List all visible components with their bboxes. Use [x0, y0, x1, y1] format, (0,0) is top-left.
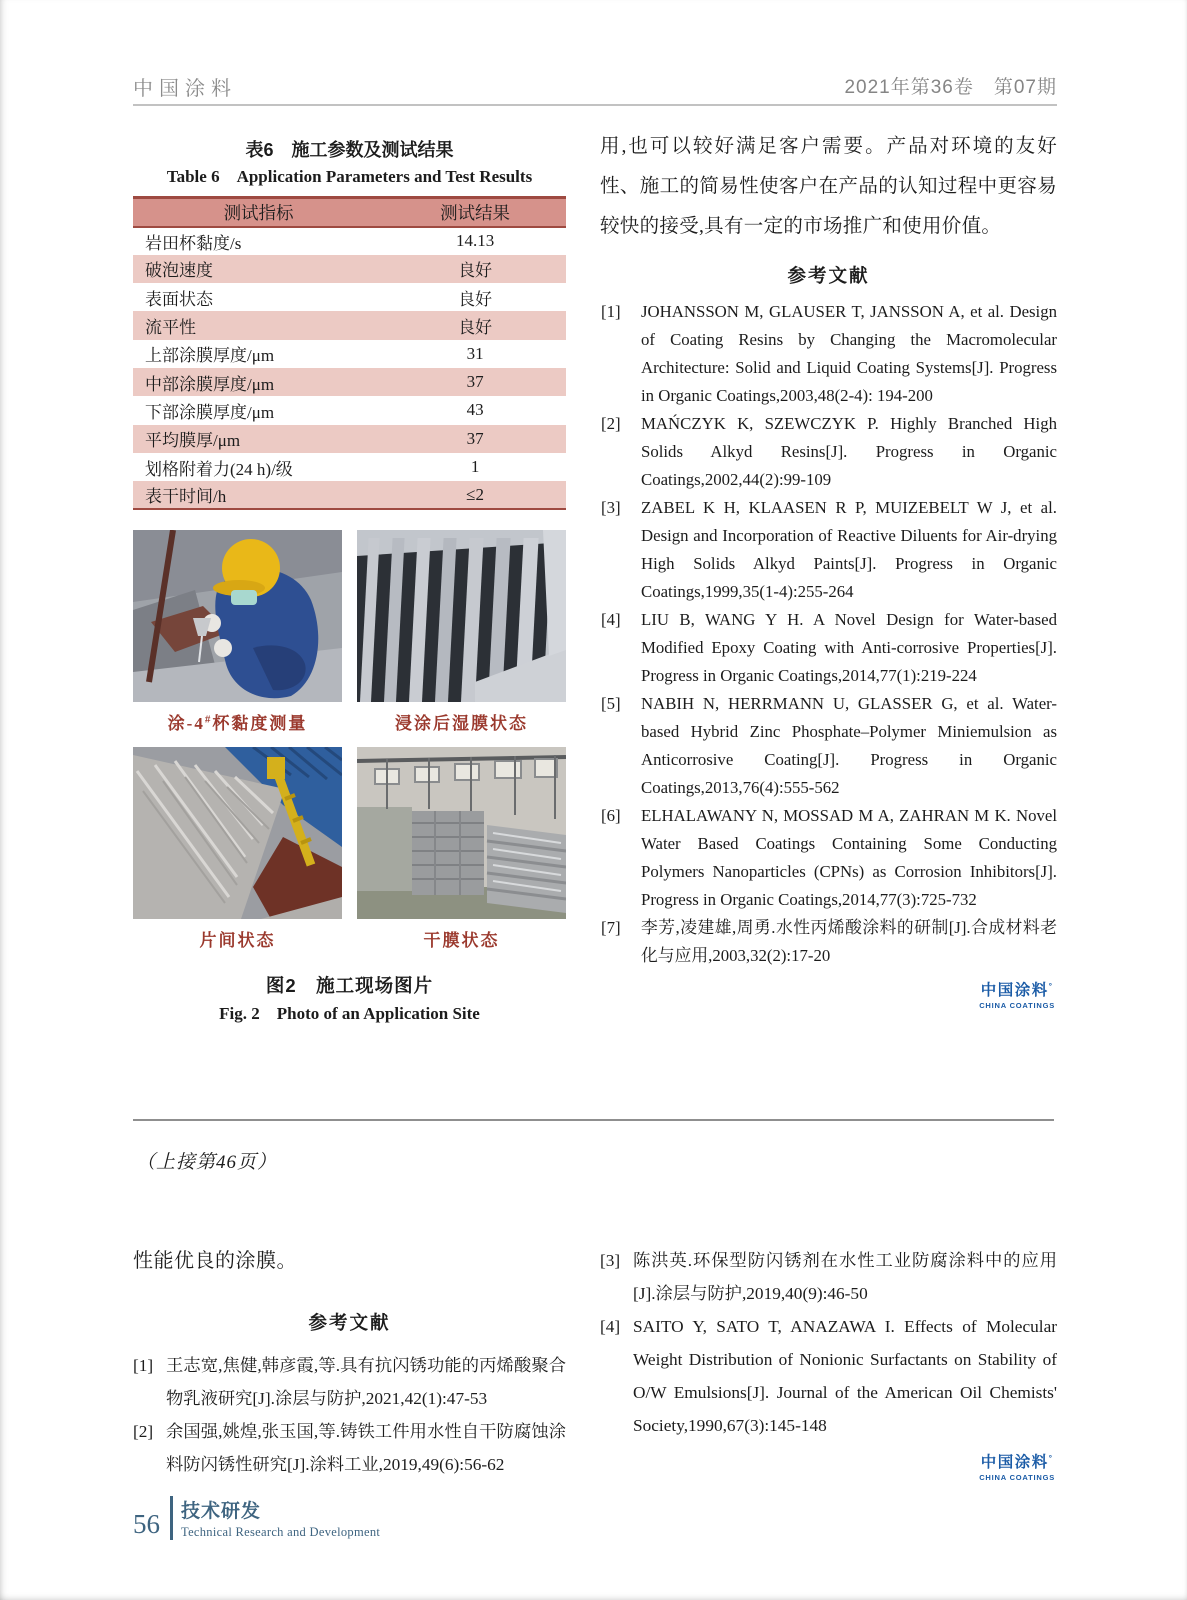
reference-number: [2] — [133, 1422, 154, 1441]
reference-item — [600, 494, 1057, 606]
continued-right-column — [600, 1236, 1057, 1482]
logo-en-text: CHINA COATINGS — [979, 1001, 1055, 1010]
reference-number: [6] — [601, 806, 621, 825]
continued-left-column — [133, 1244, 566, 1481]
photo-wet-film-after-dipping — [357, 530, 566, 747]
left-column — [133, 132, 566, 1024]
logo-mark: ° — [1048, 1453, 1054, 1463]
reference-number: [3] — [600, 1251, 621, 1270]
issue-info: 2021年第36卷 第07期 — [844, 77, 1057, 98]
result-cell: 37 — [384, 425, 566, 453]
china-coatings-logo — [979, 978, 1055, 1010]
reference-text: ZABEL K H, KLAASEN R P, MUIZEBELT W J, et al. Design and Incorporation of Reactive Diluents for Air-drying High Solids Alkyd Paints[J]. Progress in Organic Coatings,1999,35(1-4):255-264 — [641, 498, 1057, 601]
logo-en-text: CHINA COATINGS — [979, 1473, 1055, 1482]
body-paragraph: 用,也可以较好满足客户需要。产品对环境的友好性、施工的简易性使客户在产品的认知过程中更容易较快的接受,具有一定的市场推广和使用价值。 — [600, 136, 1057, 237]
reference-number: [1] — [601, 302, 621, 321]
photo-dry-film-image — [357, 747, 566, 919]
reference-number: [1] — [133, 1356, 154, 1375]
photo-viscosity-measurement — [133, 530, 342, 747]
photo-between-sheets-state — [133, 747, 342, 964]
col-header-result: 测试结果 — [384, 198, 566, 227]
col-header-indicator: 测试指标 — [133, 198, 384, 227]
logo-mark: ° — [1048, 981, 1054, 991]
reference-text: 王志宽,焦健,韩彦霞,等.具有抗闪锈功能的丙烯酸聚合物乳液研究[J].涂层与防护,2021,42(1):47-53 — [166, 1356, 566, 1408]
table-row — [133, 255, 566, 283]
references-heading: 参考文献 — [308, 1312, 391, 1333]
photo-caption: 片间状态 — [199, 931, 276, 951]
reference-number: [7] — [601, 918, 621, 937]
reference-number: [3] — [601, 498, 621, 517]
reference-item — [600, 690, 1057, 802]
reference-text: MAŃCZYK K, SZEWCZYK P. Highly Branched High Solids Alkyd Resins[J]. Progress in Organic Coatings,2002,44(2):99-109 — [641, 414, 1057, 489]
reference-text: NABIH N, HERRMANN U, GLASSER G, et al. Water-based Hybrid Zinc Phosphate–Polymer Miniemulsion as Anticorrosive Coating[J]. Progress in Organic Coatings,2013,76(4):555-562 — [641, 694, 1057, 797]
table-row — [133, 481, 566, 509]
reference-text: JOHANSSON M, GLAUSER T, JANSSON A, et al. Design of Coating Resins by Changing the Macromolecular Architecture: Solid and Liquid Coating Systems[J]. Progress in Organic Coatings,2003,48(2-4): 194-200 — [641, 302, 1057, 405]
table-row — [133, 283, 566, 311]
continued-lead-text: 性能优良的涂膜。 — [133, 1250, 297, 1272]
reference-number: [5] — [601, 694, 621, 713]
result-cell: 良好 — [384, 255, 566, 283]
figure2-caption-en: Fig. 2 Photo of an Application Site — [219, 1004, 480, 1024]
reference-item — [600, 802, 1057, 914]
reference-list — [600, 298, 1057, 970]
table-row — [133, 227, 566, 255]
reference-text: SAITO Y, SATO T, ANAZAWA I. Effects of Molecular Weight Distribution of Nonionic Surfactants on Stability of O/W Emulsions[J]. Journal of the American Oil Chemists' Society,1990,67(3):145-148 — [633, 1317, 1057, 1435]
table-row — [133, 368, 566, 396]
china-coatings-logo — [979, 1450, 1055, 1482]
table-row — [133, 311, 566, 339]
section-name-cn: 技术研发 — [181, 1501, 262, 1522]
indicator-cell: 破泡速度 — [133, 255, 384, 283]
footer-divider-bar — [170, 1496, 173, 1540]
references-heading: 参考文献 — [787, 265, 870, 286]
table6-header-row — [133, 198, 566, 227]
table-row — [133, 425, 566, 453]
footer-section — [181, 1496, 380, 1540]
photo-caption: 干膜状态 — [423, 931, 500, 951]
indicator-cell: 表干时间/h — [133, 481, 384, 509]
table-row — [133, 396, 566, 424]
continued-from-note: （上接第46页） — [136, 1152, 278, 1173]
page-header — [133, 72, 1057, 106]
reference-list — [600, 1244, 1057, 1442]
indicator-cell: 表面状态 — [145, 289, 213, 309]
figure2-caption-cn: 图2 施工现场图片 — [265, 975, 434, 997]
photo-viscosity-measurement-image — [133, 530, 342, 702]
table6-title-cn: 表6 施工参数及测试结果 — [245, 140, 454, 160]
reference-number: [4] — [601, 610, 621, 629]
reference-text: LIU B, WANG Y H. A Novel Design for Water-based Modified Epoxy Coating with Anti-corrosive Properties[J]. Progress in Organic Coatings,2014,77(1):219-224 — [641, 610, 1057, 685]
reference-text: ELHALAWANY N, MOSSAD M A, ZAHRAN M K. Novel Water Based Coatings Containing Some Conducting Polymers Nanoparticles (CPNs) as Corrosion Inhibitors[J]. Progress in Organic Coatings,2014,77(3):725-732 — [641, 806, 1057, 909]
result-cell: ≤2 — [384, 481, 566, 509]
reference-item — [600, 410, 1057, 494]
result-cell: 43 — [466, 400, 484, 420]
reference-item — [600, 606, 1057, 690]
result-cell: 良好 — [384, 311, 566, 339]
result-cell: 14.13 — [455, 231, 495, 251]
result-cell: 37 — [384, 368, 566, 396]
page-number: 56 — [133, 1508, 160, 1539]
table-row — [133, 453, 566, 481]
photo-wet-film-image — [357, 530, 566, 702]
reference-number: [4] — [600, 1317, 621, 1336]
reference-text: 李芳,凌建雄,周勇.水性丙烯酸涂料的研制[J].合成材料老化与应用,2003,32(2):17-20 — [641, 918, 1057, 965]
photo-dry-film-state — [357, 747, 566, 964]
journal-name: 中国涂料 — [133, 78, 237, 100]
indicator-cell: 流平性 — [133, 311, 384, 339]
photo-caption: 浸涂后湿膜状态 — [395, 714, 528, 734]
reference-list — [133, 1349, 566, 1481]
section-name-en: Technical Research and Development — [181, 1525, 381, 1539]
page-footer — [133, 1496, 380, 1540]
indicator-cell: 岩田杯黏度/s — [145, 233, 242, 253]
figure2-photo-grid — [133, 530, 566, 964]
indicator-cell: 上部涂膜厚度/μm — [145, 346, 275, 366]
indicator-cell: 平均膜厚/μm — [133, 425, 384, 453]
reference-item — [600, 1310, 1057, 1442]
table-row — [133, 340, 566, 368]
logo-cn-text: 中国涂料° — [980, 1453, 1054, 1471]
section-divider — [133, 1119, 1054, 1121]
reference-item — [600, 1244, 1057, 1310]
reference-text: 余国强,姚煌,张玉国,等.铸铁工件用水性自干防腐蚀涂料防闪锈性研究[J].涂料工业,2019,49(6):56-62 — [166, 1422, 566, 1474]
result-cell: 良好 — [458, 289, 493, 309]
table6-title-en: Table 6 Application Parameters and Test Results — [166, 167, 533, 186]
right-column — [600, 127, 1057, 1010]
photo-caption: 涂-4#杯黏度测量 — [167, 713, 308, 734]
logo-cn-text: 中国涂料° — [980, 981, 1054, 999]
indicator-cell: 中部涂膜厚度/μm — [133, 368, 384, 396]
table6-results-table — [133, 196, 566, 510]
reference-item — [133, 1349, 566, 1415]
reference-number: [2] — [601, 414, 621, 433]
result-cell: 1 — [470, 457, 480, 477]
reference-item — [600, 298, 1057, 410]
reference-text: 陈洪英.环保型防闪锈剂在水性工业防腐涂料中的应用[J].涂层与防护,2019,40(9):46-50 — [633, 1251, 1057, 1303]
reference-item — [600, 914, 1057, 970]
indicator-cell: 下部涂膜厚度/μm — [145, 402, 275, 422]
reference-item — [133, 1415, 566, 1481]
photo-between-sheets-image — [133, 747, 342, 919]
indicator-cell: 划格附着力(24 h)/级 — [145, 459, 293, 479]
result-cell: 31 — [466, 343, 484, 363]
